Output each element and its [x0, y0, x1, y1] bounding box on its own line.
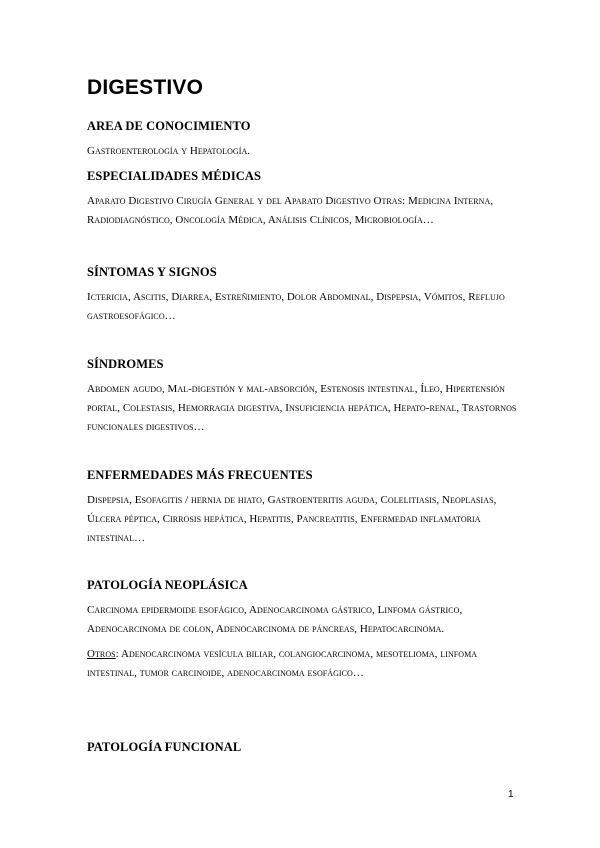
section-sindromes [87, 356, 527, 437]
section-heading-neoplasica: PATOLOGÍA NEOPLÁSICA [87, 578, 248, 592]
document-title: DIGESTIVO [87, 76, 204, 99]
section-neoplasica [87, 577, 527, 683]
otros-label: Otros [87, 648, 116, 660]
section-text-neoplasica: Carcinoma epidermoide esofágico, Adenocarcinoma gástrico, Linfoma gástrico, Adenocarcinoma de colon, Adenocarcinoma de páncreas, Hepatocarcinoma. [87, 604, 463, 635]
section-area [87, 118, 527, 161]
section-otros-neoplasica [87, 645, 527, 683]
section-text-sintomas: Ictericia, Ascitis, Diarrea, Estreñimiento, Dolor Abdominal, Dispepsia, Vómitos, Reflujo gastroesofágico… [87, 291, 505, 322]
section-heading-sintomas: SÍNTOMAS Y SIGNOS [87, 265, 217, 279]
section-heading-funcional: PATOLOGÍA FUNCIONAL [87, 740, 242, 754]
section-especialidades [87, 168, 527, 230]
section-heading-sindromes: SÍNDROMES [87, 357, 164, 371]
document-page [87, 0, 527, 848]
section-sintomas [87, 264, 527, 326]
section-heading-enfermedades: ENFERMEDADES MÁS FRECUENTES [87, 468, 313, 482]
section-enfermedades [87, 467, 527, 548]
section-heading-area: AREA DE CONOCIMIENTO [87, 119, 251, 133]
section-text-especialidades: Aparato Digestivo Cirugía General y del Aparato Digestivo Otras: Medicina Interna, Radiodiagnóstico, Oncología Médica, Análisis Clínicos, Microbiología… [87, 195, 494, 226]
section-text-area: Gastroenterología y Hepatología. [87, 145, 251, 157]
section-funcional [87, 739, 527, 755]
section-heading-especialidades: ESPECIALIDADES MÉDICAS [87, 169, 262, 183]
otros-text: : Adenocarcinoma vesícula biliar, colangiocarcinoma, mesotelioma, linfoma intestinal, tumor carcinoide, adenocarcinoma esofágico… [87, 648, 478, 679]
section-text-sindromes: Abdomen agudo, Mal-digestión y mal-absorción, Estenosis intestinal, Íleo, Hipertensión portal, Colestasis, Hemorragia digestiva, Insuficiencia hepática, Hepato-renal, Trastornos funcionales digestivos… [87, 383, 517, 433]
page-number: 1 [508, 789, 514, 800]
section-text-enfermedades: Dispepsia, Esofagitis / hernia de hiato, Gastroenteritis aguda, Colelitiasis, Neoplasias, Úlcera péptica, Cirrosis hepática, Hepatitis, Pancreatitis, Enfermedad inflamatoria intestinal… [87, 494, 497, 544]
